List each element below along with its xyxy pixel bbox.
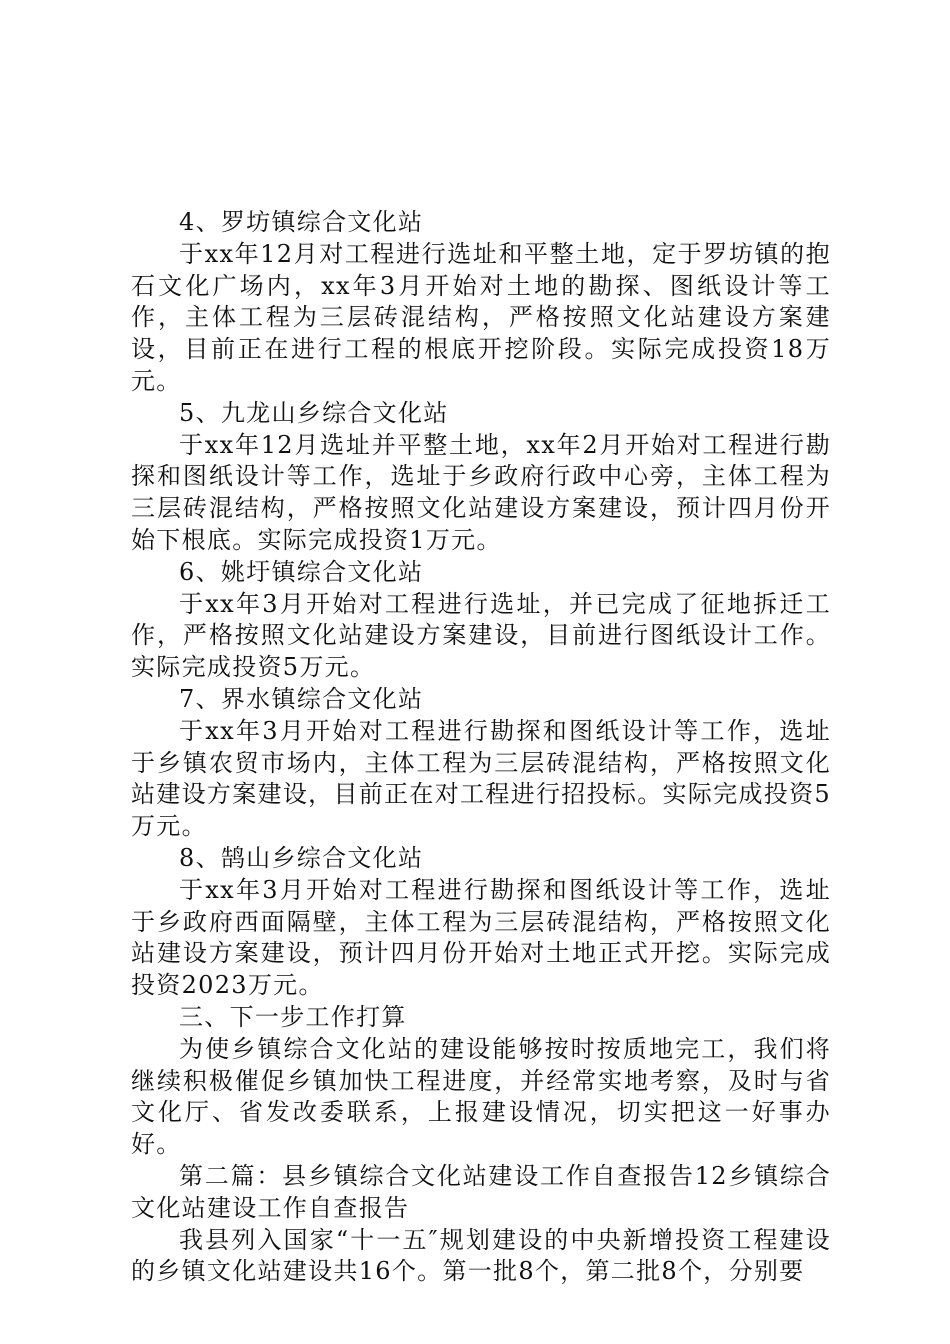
paragraph-yaowei: 于xx年3月开始对工程进行选址，并已完成了征地拆迁工作，严格按照文化站建设方案建设，目前进行图纸设计工作。实际完成投资5万元。 [131, 589, 831, 682]
section-heading-jiulongshan: 5、九龙山乡综合文化站 [179, 398, 449, 427]
paragraph-jiulongshan: 于xx年12月选址并平整土地，xx年2月开始对工程进行勘探和图纸设计等工作，选址于乡政府行政中心旁，主体工程为三层砖混结构，严格按照文化站建设方案建设，预计四月份开始下根底。实际完成投资1万元。 [131, 430, 831, 554]
section-heading-yaowei: 6、姚圩镇综合文化站 [179, 557, 424, 586]
section-heading-jieshui: 7、界水镇综合文化站 [179, 684, 424, 713]
paragraph-hushan: 于xx年3月开始对工程进行勘探和图纸设计等工作，选址于乡政府西面隔壁，主体工程为三层砖混结构，严格按照文化站建设方案建设，预计四月份开始对土地正式开挖。实际完成投资2023万元。 [131, 875, 831, 1000]
document-body [131, 207, 831, 1288]
paragraph-luofang: 于xx年12月对工程进行选址和平整土地，定于罗坊镇的抱石文化广场内，xx年3月开始对土地的勘探、图纸设计等工作，主体工程为三层砖混结构，严格按照文化站建设方案建设，目前正在进行工程的根底开挖阶段。实际完成投资18万元。 [131, 239, 831, 395]
paragraph-jieshui: 于xx年3月开始对工程进行勘探和图纸设计等工作，选址于乡镇农贸市场内，主体工程为三层砖混结构，严格按照文化站建设方案建设，目前正在对工程进行招投标。实际完成投资5万元。 [131, 716, 831, 841]
section-heading-luofang: 4、罗坊镇综合文化站 [179, 208, 424, 236]
chapter-title-part-two: 第二篇：县乡镇综合文化站建设工作自查报告12乡镇综合文化站建设工作自查报告 [131, 1161, 831, 1222]
paragraph-next-steps: 为使乡镇综合文化站的建设能够按时按质地完工，我们将继续积极催促乡镇加快工程进度，并经常实地考察，及时与省文化厅、省发改委联系，上报建设情况，切实把这一好事办好。 [131, 1034, 831, 1159]
paragraph-part-two-intro: 我县列入国家“十一五″规划建设的中央新增投资工程建设的乡镇文化站建设共16个。第一批8个，第二批8个，分别要 [131, 1225, 831, 1286]
section-heading-hushan: 8、鹄山乡综合文化站 [179, 843, 424, 872]
section-heading-next-steps: 三、下一步工作打算 [179, 1002, 407, 1031]
